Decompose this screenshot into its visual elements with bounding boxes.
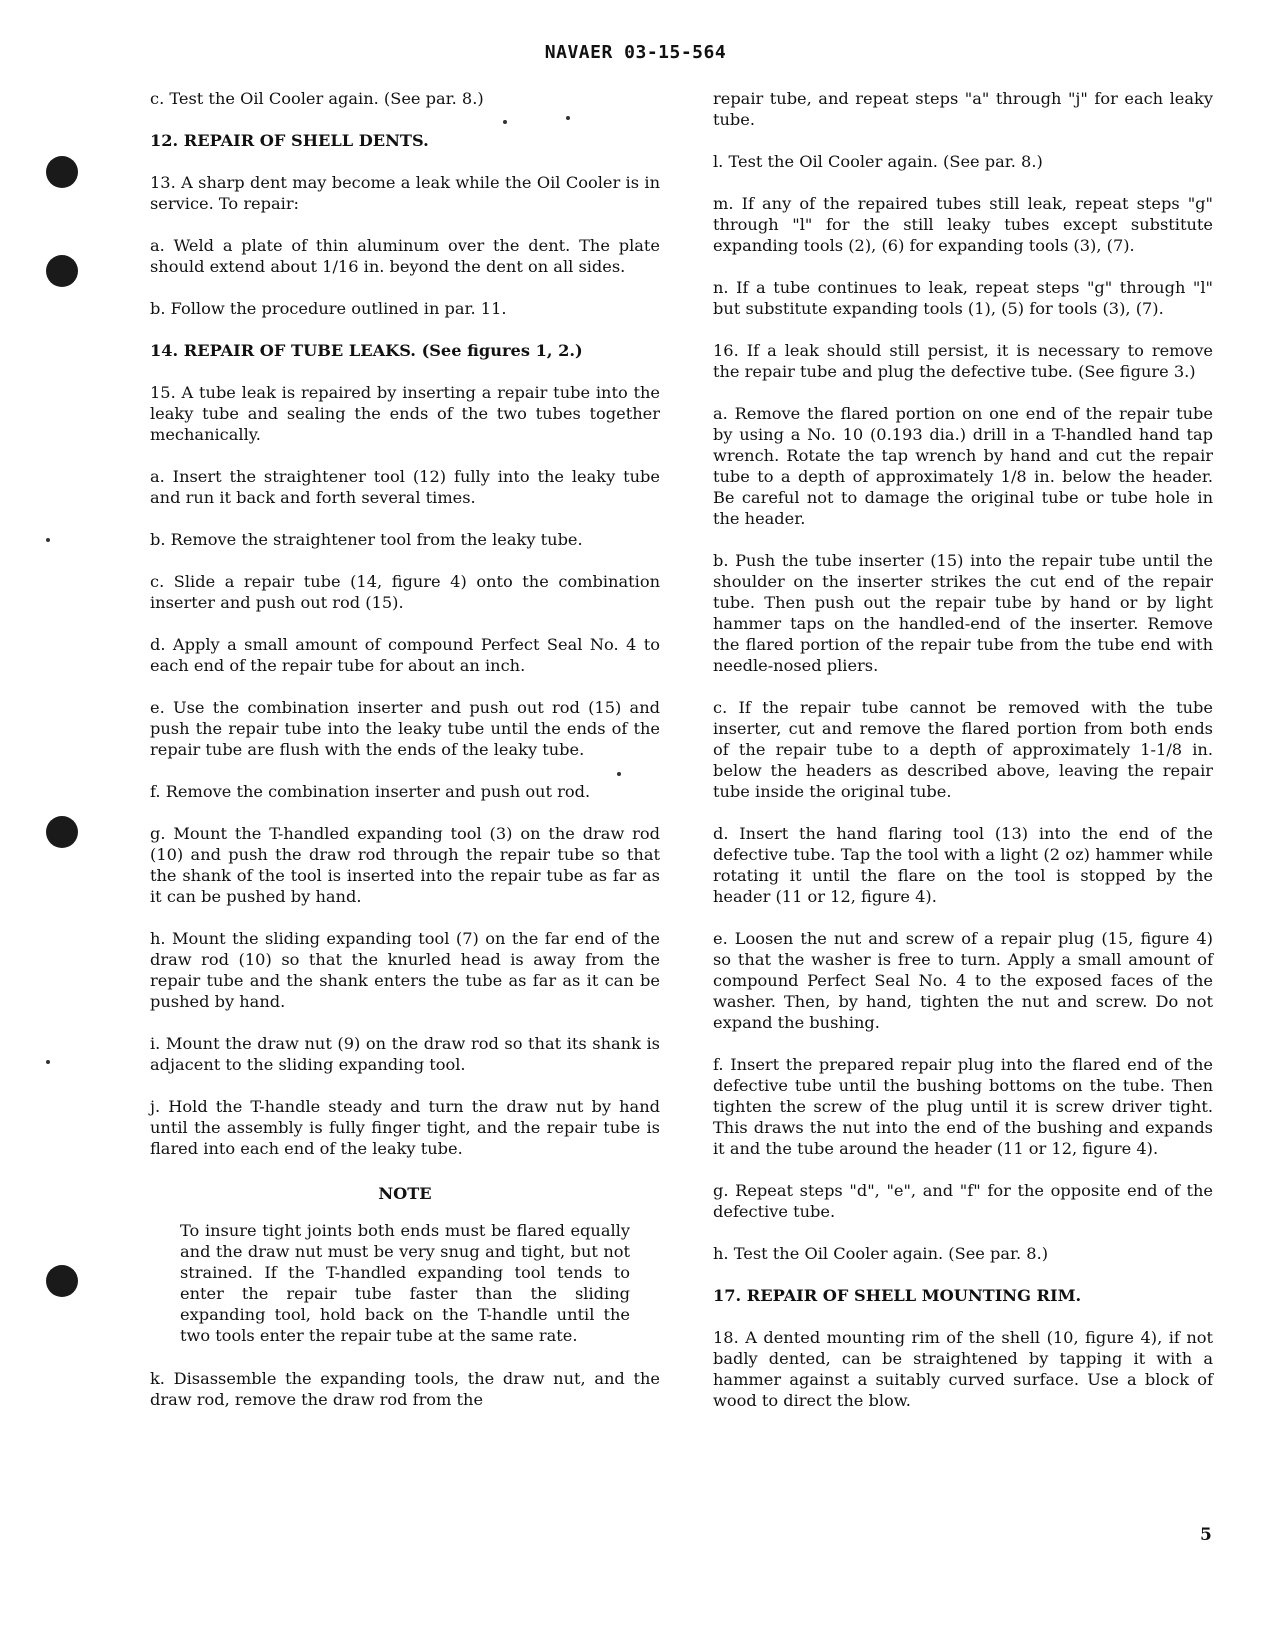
step-b-remove: b. Remove the straightener tool from the leaky tube. — [150, 530, 583, 549]
step-d-flare: d. Insert the hand flaring tool (13) into the end of the defective tube. Tap the tool with a light (2 oz) hammer while rotating it until the flare on the tool is stopped by the header (11 or 12, figure 4). — [713, 824, 1213, 906]
step-b-follow: b. Follow the procedure outlined in par. 11. — [150, 299, 507, 318]
step-k-continued: repair tube, and repeat steps "a" through "j" for each leaky tube. — [713, 89, 1213, 129]
step-i-mount: i. Mount the draw nut (9) on the draw rod so that its shank is adjacent to the sliding expanding tool. — [150, 1034, 660, 1074]
step-j-hold: j. Hold the T-handle steady and turn the draw nut by hand until the assembly is fully finger tight, and the repair tube is flared into each end of the leaky tube. — [150, 1097, 660, 1158]
step-h-test: h. Test the Oil Cooler again. (See par. 8.) — [713, 1244, 1049, 1263]
step-h-mount: h. Mount the sliding expanding tool (7) on the far end of the draw rod (10) so that the knurled head is away from the repair tube and the shank enters the tube as far as it can be pushed by hand. — [150, 929, 660, 1011]
step-a-weld: a. Weld a plate of thin aluminum over the dent. The plate should extend about 1/16 in. beyond the dent on all sides. — [150, 236, 660, 276]
step-c-slide: c. Slide a repair tube (14, figure 4) onto the combination inserter and push out rod (15). — [150, 572, 660, 612]
step-d-apply: d. Apply a small amount of compound Perfect Seal No. 4 to each end of the repair tube for about an inch. — [150, 635, 660, 675]
step-e-loosen: e. Loosen the nut and screw of a repair plug (15, figure 4) so that the washer is free to turn. Apply a small amount of compound Perfect Seal No. 4 to the exposed faces of the washer. Then, by hand, tighten the nut and screw. Do not expand the bushing. — [713, 929, 1213, 1032]
scan-speck — [46, 1060, 50, 1064]
step-n-repeat: n. If a tube continues to leak, repeat steps "g" through "l" but substitute expanding tools (1), (5) for tools (3), (7). — [713, 278, 1213, 318]
step-c-cut: c. If the repair tube cannot be removed with the tube inserter, cut and remove the flared portion from both ends of the repair tube to a depth of approximately 1-1/8 in. below the headers as described above, leaving the repair tube inside the original tube. — [713, 698, 1213, 801]
left-column — [150, 88, 660, 1431]
binder-hole — [46, 816, 78, 848]
step-f-insert-plug: f. Insert the prepared repair plug into the flared end of the defective tube until the bushing bottoms on the tube. Then tighten the screw of the plug until it is screw driver tight. This draws the nut into the end of the bushing and expands it and the tube around the header (11 or 12, figure 4). — [713, 1055, 1213, 1158]
document-header: NAVAER 03-15-564 — [544, 42, 727, 63]
section-heading-17: 17. REPAIR OF SHELL MOUNTING RIM. — [713, 1286, 1082, 1305]
binder-hole — [46, 1265, 78, 1297]
right-column — [713, 88, 1213, 1432]
step-k-disassemble: k. Disassemble the expanding tools, the draw nut, and the draw rod, remove the draw rod from the — [150, 1369, 660, 1409]
step-g-repeat: g. Repeat steps "d", "e", and "f" for the opposite end of the defective tube. — [713, 1181, 1213, 1221]
step-g-mount: g. Mount the T-handled expanding tool (3) on the draw rod (10) and push the draw rod through the repair tube so that the shank of the tool is inserted into the repair tube as far as it can be pushed by hand. — [150, 824, 660, 906]
paragraph-15: 15. A tube leak is repaired by inserting a repair tube into the leaky tube and sealing the ends of the two tubes together mechanically. — [150, 383, 660, 444]
step-a-straightener: a. Insert the straightener tool (12) fully into the leaky tube and run it back and forth several times. — [150, 467, 660, 507]
scan-speck — [46, 538, 50, 542]
step-a-remove-flare: a. Remove the flared portion on one end of the repair tube by using a No. 10 (0.193 dia.) drill in a T-handled hand tap wrench. Rotate the tap wrench by hand and cut the repair tube to a depth of approximately 1/8 in. below the header. Be careful not to damage the original tube or tube hole in the header. — [713, 404, 1213, 528]
page-number: 5 — [1200, 1525, 1212, 1545]
step-c-test: c. Test the Oil Cooler again. (See par. 8.) — [150, 89, 484, 108]
binder-hole — [46, 156, 78, 188]
note-title: NOTE — [378, 1184, 432, 1203]
section-heading-14: 14. REPAIR OF TUBE LEAKS. (See figures 1, 2.) — [150, 341, 583, 360]
step-l-test: l. Test the Oil Cooler again. (See par. 8.) — [713, 152, 1043, 171]
step-f-remove: f. Remove the combination inserter and push out rod. — [150, 782, 591, 801]
section-heading-12: 12. REPAIR OF SHELL DENTS. — [150, 131, 429, 150]
step-m-repeat: m. If any of the repaired tubes still leak, repeat steps "g" through "l" for the still leaky tubes except substitute expanding tools (2), (6) for expanding tools (3), (7). — [713, 194, 1213, 255]
note-body: To insure tight joints both ends must be flared equally and the draw nut must be very snug and tight, but not strained. If the T-handled expanding tool tends to enter the repair tube faster than the sliding expanding tool, hold back on the T-handle until the two tools enter the repair tube at the same rate. — [180, 1221, 630, 1345]
paragraph-18: 18. A dented mounting rim of the shell (10, figure 4), if not badly dented, can be straightened by tapping it with a hammer against a suitably curved surface. Use a block of wood to direct the blow. — [713, 1328, 1213, 1410]
binder-hole — [46, 255, 78, 287]
step-e-insert: e. Use the combination inserter and push out rod (15) and push the repair tube into the leaky tube until the ends of the repair tube are flush with the ends of the leaky tube. — [150, 698, 660, 759]
paragraph-13: 13. A sharp dent may become a leak while the Oil Cooler is in service. To repair: — [150, 173, 660, 213]
paragraph-16: 16. If a leak should still persist, it is necessary to remove the repair tube and plug the defective tube. (See figure 3.) — [713, 341, 1213, 381]
step-b-push-inserter: b. Push the tube inserter (15) into the repair tube until the shoulder on the inserter strikes the cut end of the repair tube. Then push out the repair tube by hand or by light hammer taps on the handled-end of the inserter. Remove the flared portion of the repair tube from the tube end with needle-nosed pliers. — [713, 551, 1213, 675]
